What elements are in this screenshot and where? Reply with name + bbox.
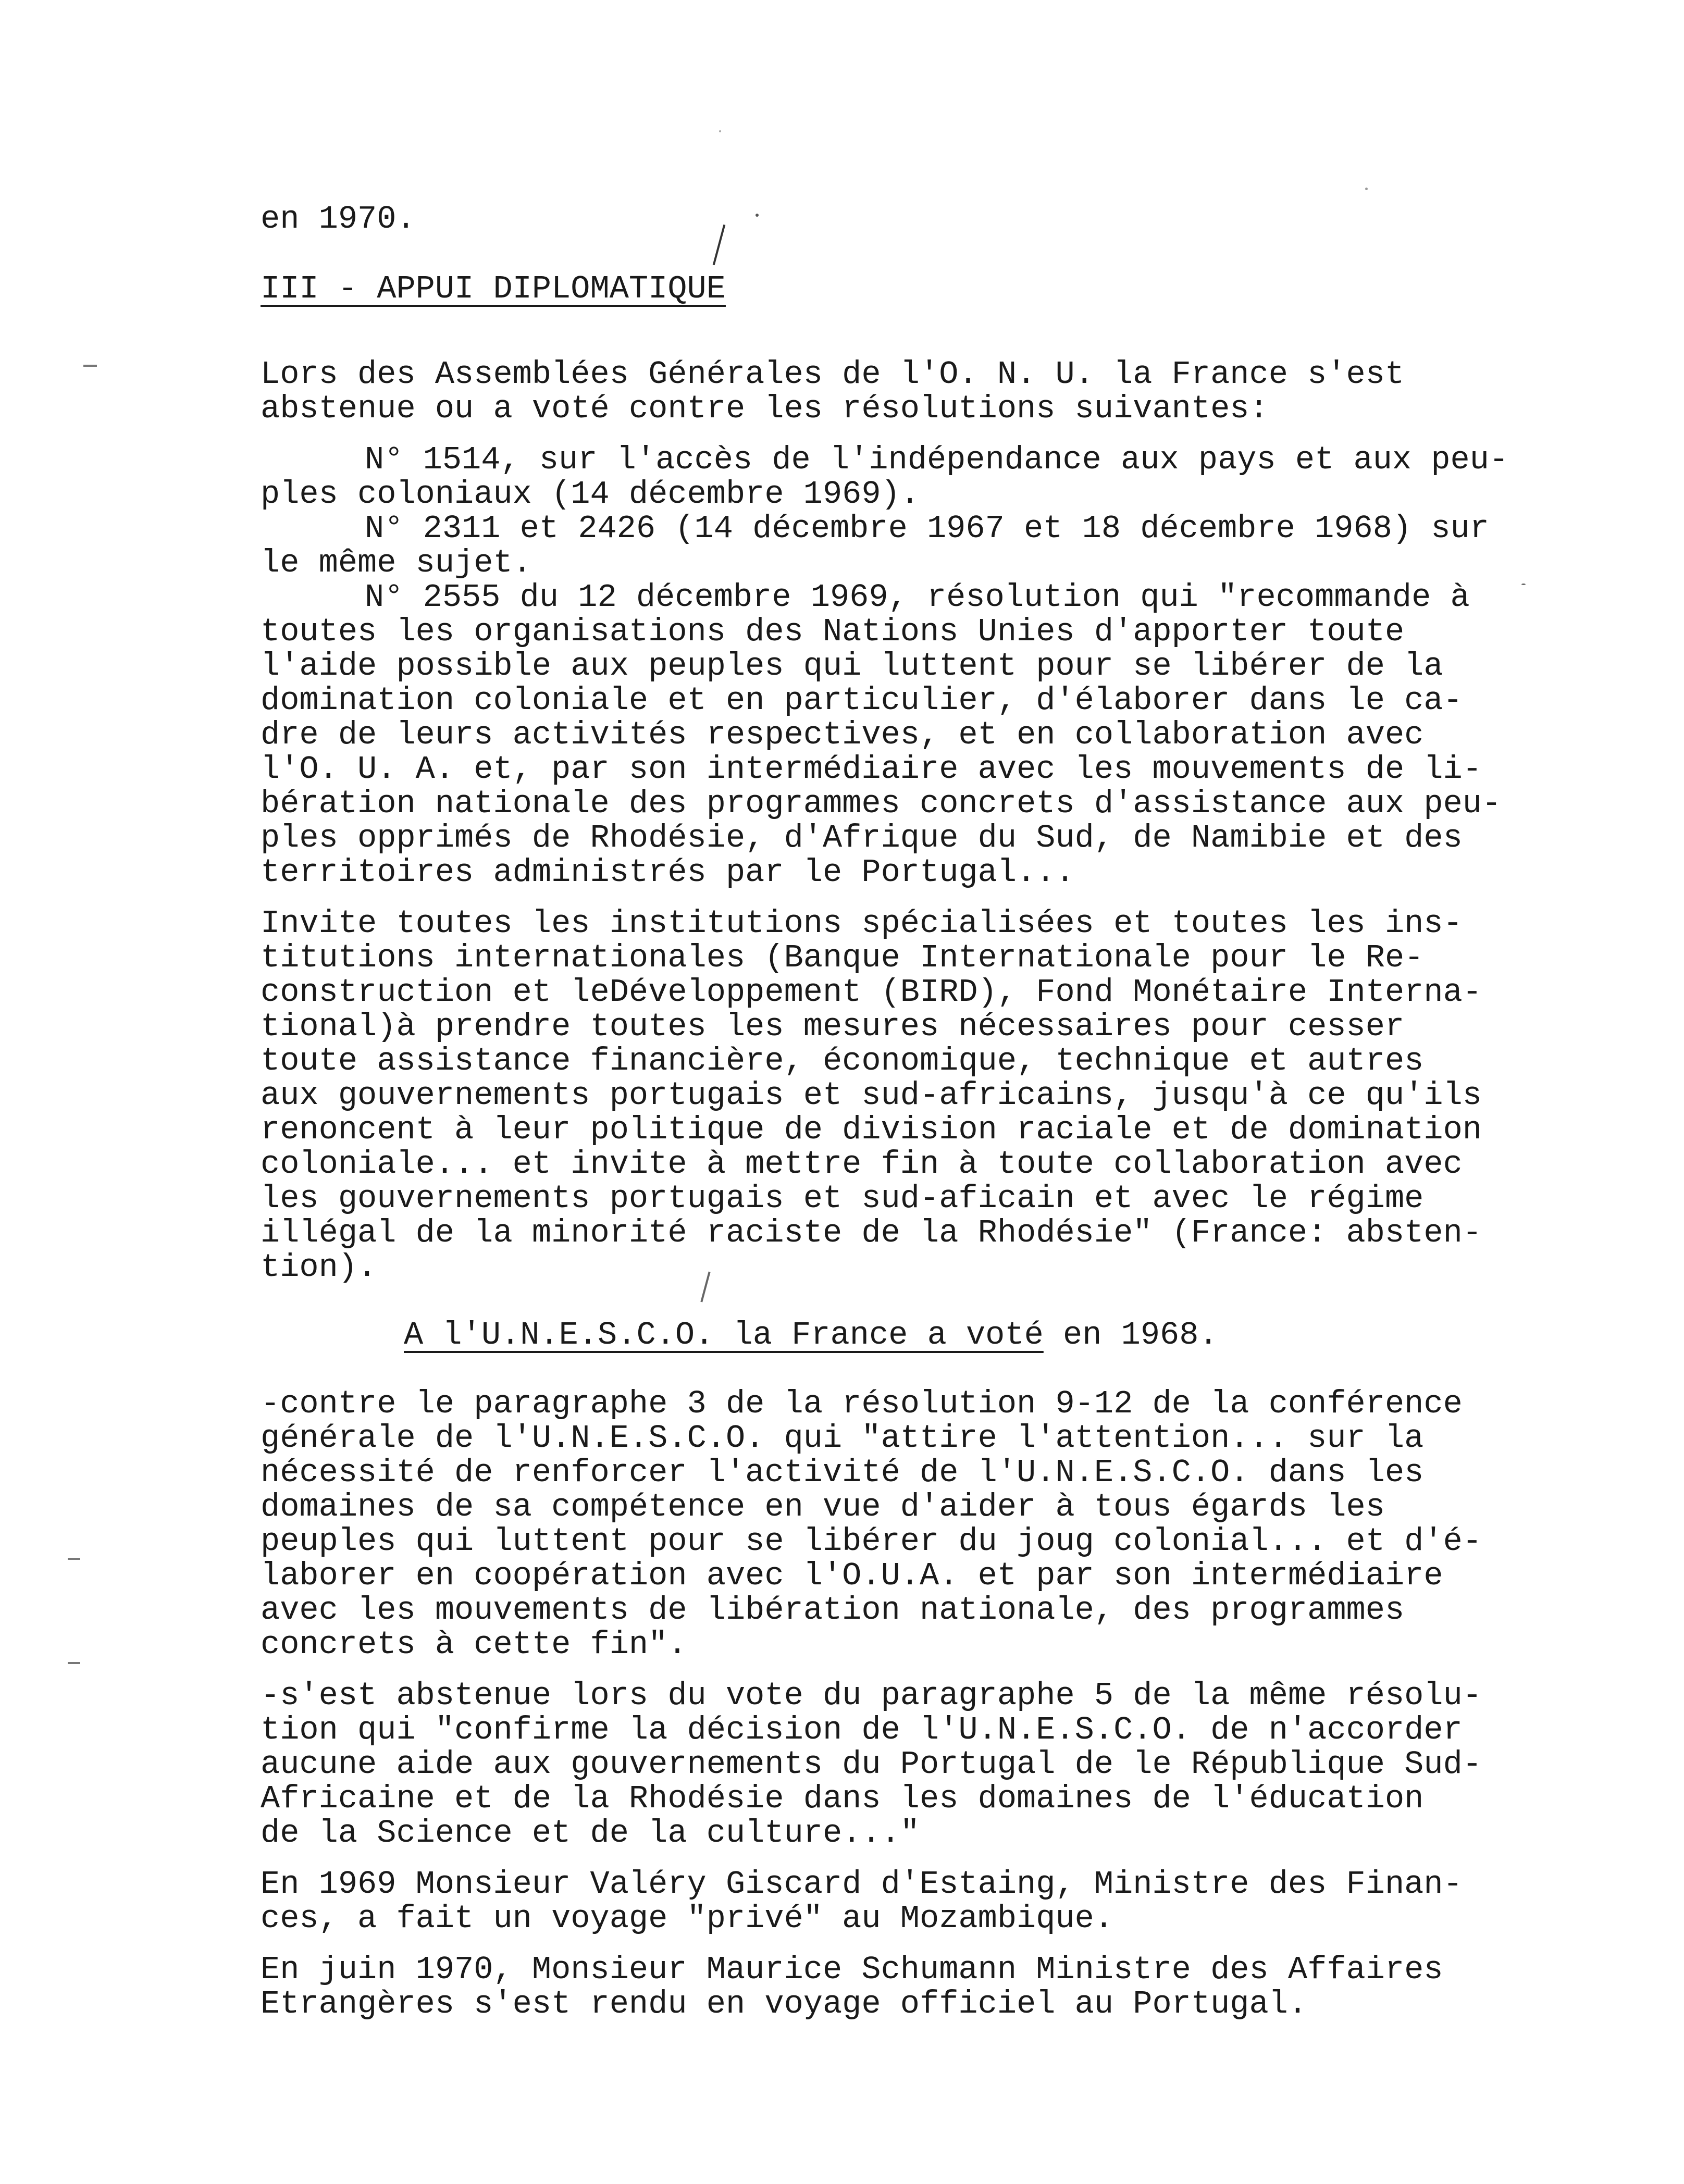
invite-paragraph-line-3: construction et leDéveloppement (BIRD), Fond Monétaire Interna- — [261, 974, 1482, 1011]
unesco-contre-line-4: domaines de sa compétence en vue d'aider à tous égards les — [261, 1488, 1385, 1525]
resolution-2311-line-2: le même sujet. — [261, 544, 532, 581]
margin-mark — [83, 365, 97, 367]
pen-mark — [700, 1272, 710, 1302]
resolution-2555-line-2: toutes les organisations des Nations Unies d'apporter toute — [261, 613, 1405, 650]
invite-paragraph-line-2: titutions internationales (Banque Internationale pour le Re- — [261, 939, 1424, 976]
schumann-paragraph-line-1: En juin 1970, Monsieur Maurice Schumann Ministre des Affaires — [261, 1951, 1443, 1988]
pen-mark — [713, 225, 726, 265]
scan-speck — [1521, 584, 1526, 585]
unesco-abstention-line-4: Africaine et de la Rhodésie dans les domaines de l'éducation — [261, 1780, 1424, 1817]
unesco-contre-line-6: laborer en coopération avec l'O.U.A. et par son intermédiaire — [261, 1557, 1443, 1594]
resolution-2555-line-1: N° 2555 du 12 décembre 1969, résolution qui "recommande à — [365, 579, 1470, 616]
invite-paragraph-line-10: illégal de la minorité raciste de la Rhodésie" (France: absten- — [261, 1214, 1482, 1251]
invite-paragraph-line-4: tional)à prendre toutes les mesures nécessaires pour cesser — [261, 1008, 1405, 1045]
text-line-continuation: en 1970. — [261, 201, 416, 238]
scan-speck — [756, 214, 759, 217]
resolution-2555-line-7: bération nationale des programmes concrets d'assistance aux peu- — [261, 785, 1502, 822]
unesco-abstention-line-5: de la Science et de la culture..." — [261, 1815, 920, 1852]
unesco-contre-line-1: -contre le paragraphe 3 de la résolution 9-12 de la conférence — [261, 1385, 1463, 1422]
scan-speck — [1365, 188, 1368, 190]
section-heading: III - APPUI DIPLOMATIQUE — [261, 270, 726, 307]
unesco-abstention-line-3: aucune aide aux gouvernements du Portugal de le République Sud- — [261, 1746, 1482, 1783]
unesco-abstention-line-1: -s'est abstenue lors du vote du paragraphe 5 de la même résolu- — [261, 1677, 1482, 1714]
margin-mark — [68, 1558, 80, 1560]
invite-paragraph-line-6: aux gouvernements portugais et sud-africains, jusqu'à ce qu'ils — [261, 1077, 1482, 1114]
resolution-1514-line-1: N° 1514, sur l'accès de l'indépendance aux pays et aux peu- — [365, 441, 1509, 478]
unesco-subheading-underlined: A l'U.N.E.S.C.O. la France a voté — [404, 1317, 1044, 1354]
unesco-contre-line-2: générale de l'U.N.E.S.C.O. qui "attire l'attention... sur la — [261, 1420, 1424, 1457]
invite-paragraph-line-7: renoncent à leur politique de division raciale et de domination — [261, 1111, 1482, 1148]
invite-paragraph-line-5: toute assistance financière, économique, technique et autres — [261, 1043, 1424, 1079]
resolution-2555-line-8: ples opprimés de Rhodésie, d'Afrique du Sud, de Namibie et des — [261, 820, 1463, 857]
unesco-contre-line-5: peuples qui luttent pour se libérer du joug colonial... et d'é- — [261, 1523, 1482, 1560]
unesco-contre-line-3: nécessité de renforcer l'activité de l'U.N.E.S.C.O. dans les — [261, 1454, 1424, 1491]
paragraph-intro-line-1: Lors des Assemblées Générales de l'O. N. U. la France s'est — [261, 356, 1405, 393]
invite-paragraph-line-11: tion). — [261, 1249, 377, 1286]
margin-mark — [68, 1662, 80, 1664]
resolution-1514-line-2: ples coloniaux (14 décembre 1969). — [261, 476, 920, 513]
unesco-subheading — [404, 1318, 1218, 1352]
unesco-subheading-year: en 1968. — [1043, 1317, 1218, 1354]
unesco-contre-line-7: avec les mouvements de libération nationale, des programmes — [261, 1592, 1405, 1629]
giscard-paragraph-line-2: ces, a fait un voyage "privé" au Mozambique. — [261, 1900, 1114, 1937]
resolution-2555-line-3: l'aide possible aux peuples qui luttent pour se libérer de la — [261, 648, 1443, 685]
unesco-contre-line-8: concrets à cette fin". — [261, 1626, 687, 1663]
invite-paragraph-line-1: Invite toutes les institutions spécialisées et toutes les ins- — [261, 905, 1463, 942]
scan-speck — [719, 130, 721, 132]
resolution-2555-line-9: territoires administrés par le Portugal... — [261, 854, 1075, 891]
resolution-2311-line-1: N° 2311 et 2426 (14 décembre 1967 et 18 décembre 1968) sur — [365, 510, 1489, 547]
unesco-abstention-line-2: tion qui "confirme la décision de l'U.N.E.S.C.O. de n'accorder — [261, 1711, 1463, 1748]
resolution-2555-line-6: l'O. U. A. et, par son intermédiaire avec les mouvements de li- — [261, 751, 1482, 788]
resolution-2555-line-5: dre de leurs activités respectives, et en collaboration avec — [261, 716, 1424, 753]
paragraph-intro-line-2: abstenue ou a voté contre les résolutions suivantes: — [261, 390, 1269, 427]
giscard-paragraph-line-1: En 1969 Monsieur Valéry Giscard d'Estaing, Ministre des Finan- — [261, 1866, 1463, 1903]
invite-paragraph-line-8: coloniale... et invite à mettre fin à toute collaboration avec — [261, 1146, 1463, 1183]
invite-paragraph-line-9: les gouvernements portugais et sud-aficain et avec le régime — [261, 1180, 1424, 1217]
resolution-2555-line-4: domination coloniale et en particulier, d'élaborer dans le ca- — [261, 682, 1463, 719]
schumann-paragraph-line-2: Etrangères s'est rendu en voyage officiel au Portugal. — [261, 1986, 1308, 2022]
